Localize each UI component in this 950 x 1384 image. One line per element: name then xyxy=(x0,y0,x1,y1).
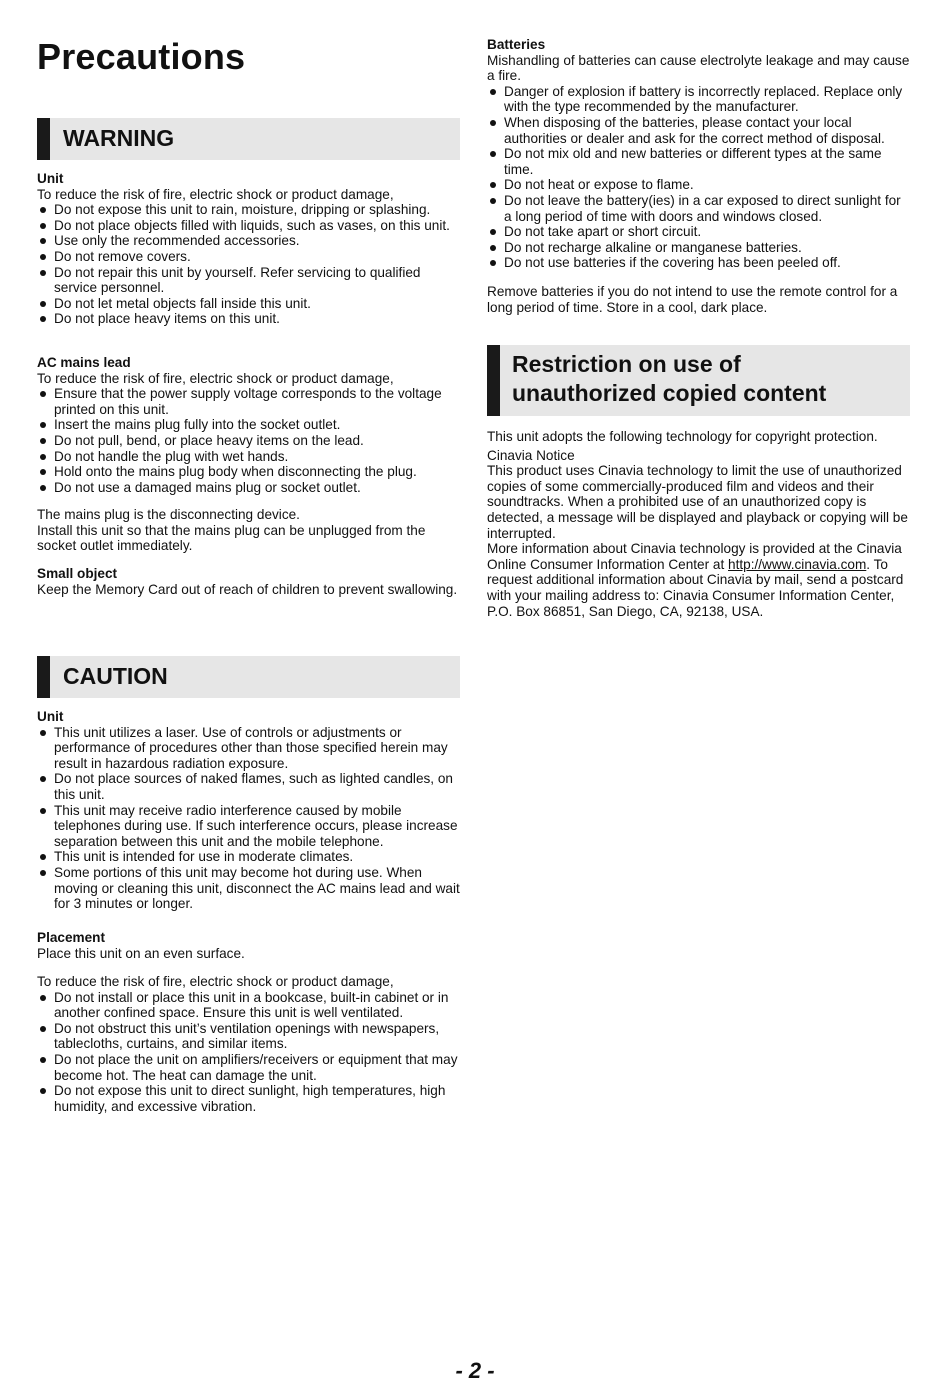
restriction-banner xyxy=(487,345,910,416)
placement-intro: To reduce the risk of fire, electric shock or product damage, xyxy=(37,974,394,989)
restriction-section xyxy=(487,429,911,619)
caution-unit-section xyxy=(37,709,461,912)
mains-plug-note xyxy=(37,507,461,554)
list-item: Hold onto the mains plug body when disconnecting the plug. xyxy=(37,464,461,480)
caution-banner-label: CAUTION xyxy=(63,663,168,689)
restriction-intro: This unit adopts the following technology for copyright protection. xyxy=(487,429,878,444)
mains-plug-note-line2: Install this unit so that the mains plug can be unplugged from the socket outlet immediately. xyxy=(37,522,426,554)
placement-risk-section xyxy=(37,974,461,1114)
list-item: Ensure that the power supply voltage corresponds to the voltage printed on this unit. xyxy=(37,386,461,417)
warning-unit-list xyxy=(37,202,461,327)
list-item: Do not pull, bend, or place heavy items on the lead. xyxy=(37,433,461,449)
list-item: Do not remove covers. xyxy=(37,249,461,265)
list-item: Do not leave the battery(ies) in a car exposed to direct sunlight for a long period of time with doors and windows closed. xyxy=(487,193,911,224)
ac-mains-section xyxy=(37,355,461,495)
list-item: Do not heat or expose to flame. xyxy=(487,177,911,193)
list-item: This unit may receive radio interference caused by mobile telephones during use. If such interference occurs, please increase separation between this unit and the mobile telephone. xyxy=(37,803,461,850)
small-object-heading: Small object xyxy=(37,566,118,581)
ac-mains-list xyxy=(37,386,461,495)
cinavia-para2-post: . To request additional information about Cinavia by mail, send a postcard with your mailing address to: Cinavia Consumer Information Center, P.O. Box 86851, San Diego, CA, 92138, USA. xyxy=(487,556,904,619)
warning-banner-label: WARNING xyxy=(63,125,175,151)
page-title: Precautions xyxy=(37,36,246,77)
warning-banner xyxy=(37,118,460,160)
cinavia-para2-pre: More information about Cinavia technology is provided at the Cinavia Online Consumer Information Center at xyxy=(487,541,902,572)
cinavia-para1: This product uses Cinavia technology to limit the use of unauthorized copies of some commercially-produced film and videos and their soundtracks. When a prohibited use of an unauthorized copy is detected, a message will be displayed and playback or copying will be interrupted. xyxy=(487,463,908,541)
list-item: Do not obstruct this unit’s ventilation openings with newspapers, tablecloths, curtains, and similar items. xyxy=(37,1021,461,1052)
warning-unit-section xyxy=(37,171,461,327)
list-item: Do not install or place this unit in a bookcase, built-in cabinet or in another confined space. Ensure this unit is well ventilated. xyxy=(37,990,461,1021)
list-item: This unit is intended for use in moderate climates. xyxy=(37,849,461,865)
cinavia-notice-title: Cinavia Notice xyxy=(487,447,575,463)
small-object-text: Keep the Memory Card out of reach of children to prevent swallowing. xyxy=(37,581,458,597)
list-item: Some portions of this unit may become hot during use. When moving or cleaning this unit, disconnect the AC mains lead and wait for 3 minutes or longer. xyxy=(37,865,461,912)
list-item: Do not place sources of naked flames, such as lighted candles, on this unit. xyxy=(37,771,461,802)
placement-heading: Placement xyxy=(37,930,106,945)
list-item: Do not place heavy items on this unit. xyxy=(37,311,461,327)
list-item: Do not use batteries if the covering has been peeled off. xyxy=(487,255,911,271)
placement-text: Place this unit on an even surface. xyxy=(37,945,245,961)
cinavia-link[interactable]: http://www.cinavia.com xyxy=(728,556,867,572)
list-item: Do not use a damaged mains plug or socket outlet. xyxy=(37,480,461,496)
list-item: Danger of explosion if battery is incorrectly replaced. Replace only with the type recommended by the manufacturer. xyxy=(487,84,911,115)
list-item: Do not let metal objects fall inside this unit. xyxy=(37,296,461,312)
list-item: Do not place the unit on amplifiers/receivers or equipment that may become hot. The heat can damage the unit. xyxy=(37,1052,461,1083)
list-item: Do not expose this unit to direct sunlight, high temperatures, high humidity, and excessive vibration. xyxy=(37,1083,461,1114)
list-item: This unit utilizes a laser. Use of controls or adjustments or performance of procedures other than those specified herein may result in hazardous radiation exposure. xyxy=(37,725,461,772)
caution-unit-list xyxy=(37,725,461,912)
restriction-banner-line2: unauthorized copied content xyxy=(512,380,827,406)
restriction-banner-line1: Restriction on use of xyxy=(512,351,741,377)
ac-mains-intro: To reduce the risk of fire, electric shock or product damage, xyxy=(37,370,394,386)
placement-list xyxy=(37,990,461,1115)
caution-banner xyxy=(37,656,460,698)
list-item: Do not repair this unit by yourself. Refer servicing to qualified service personnel. xyxy=(37,265,461,296)
caution-unit-heading: Unit xyxy=(37,709,64,724)
page-number: - 2 - xyxy=(455,1358,495,1383)
batteries-list xyxy=(487,84,911,271)
list-item: Do not take apart or short circuit. xyxy=(487,224,911,240)
list-item: When disposing of the batteries, please contact your local authorities or dealer and ask for the correct method of disposal. xyxy=(487,115,911,146)
list-item: Do not place objects filled with liquids, such as vases, on this unit. xyxy=(37,218,461,234)
batteries-section xyxy=(487,37,911,271)
small-object-section xyxy=(37,566,461,597)
list-item: Do not mix old and new batteries or different types at the same time. xyxy=(487,146,911,177)
remove-batteries-text: Remove batteries if you do not intend to use the remote control for a long period of time. Store in a cool, dark place. xyxy=(487,284,898,315)
warning-unit-intro: To reduce the risk of fire, electric shock or product damage, xyxy=(37,186,394,202)
list-item: Do not handle the plug with wet hands. xyxy=(37,449,461,465)
cinavia-para2 xyxy=(487,541,911,619)
remove-batteries-note xyxy=(487,284,911,315)
list-item: Do not expose this unit to rain, moisture, dripping or splashing. xyxy=(37,202,461,218)
ac-mains-heading: AC mains lead xyxy=(37,355,131,370)
batteries-intro: Mishandling of batteries can cause electrolyte leakage and may cause a fire. xyxy=(487,52,910,84)
batteries-heading: Batteries xyxy=(487,37,546,52)
mains-plug-note-line1: The mains plug is the disconnecting device. xyxy=(37,507,300,522)
list-item: Insert the mains plug fully into the socket outlet. xyxy=(37,417,461,433)
list-item: Use only the recommended accessories. xyxy=(37,233,461,249)
warning-unit-heading: Unit xyxy=(37,171,64,186)
placement-section xyxy=(37,930,461,961)
list-item: Do not recharge alkaline or manganese batteries. xyxy=(487,240,911,256)
